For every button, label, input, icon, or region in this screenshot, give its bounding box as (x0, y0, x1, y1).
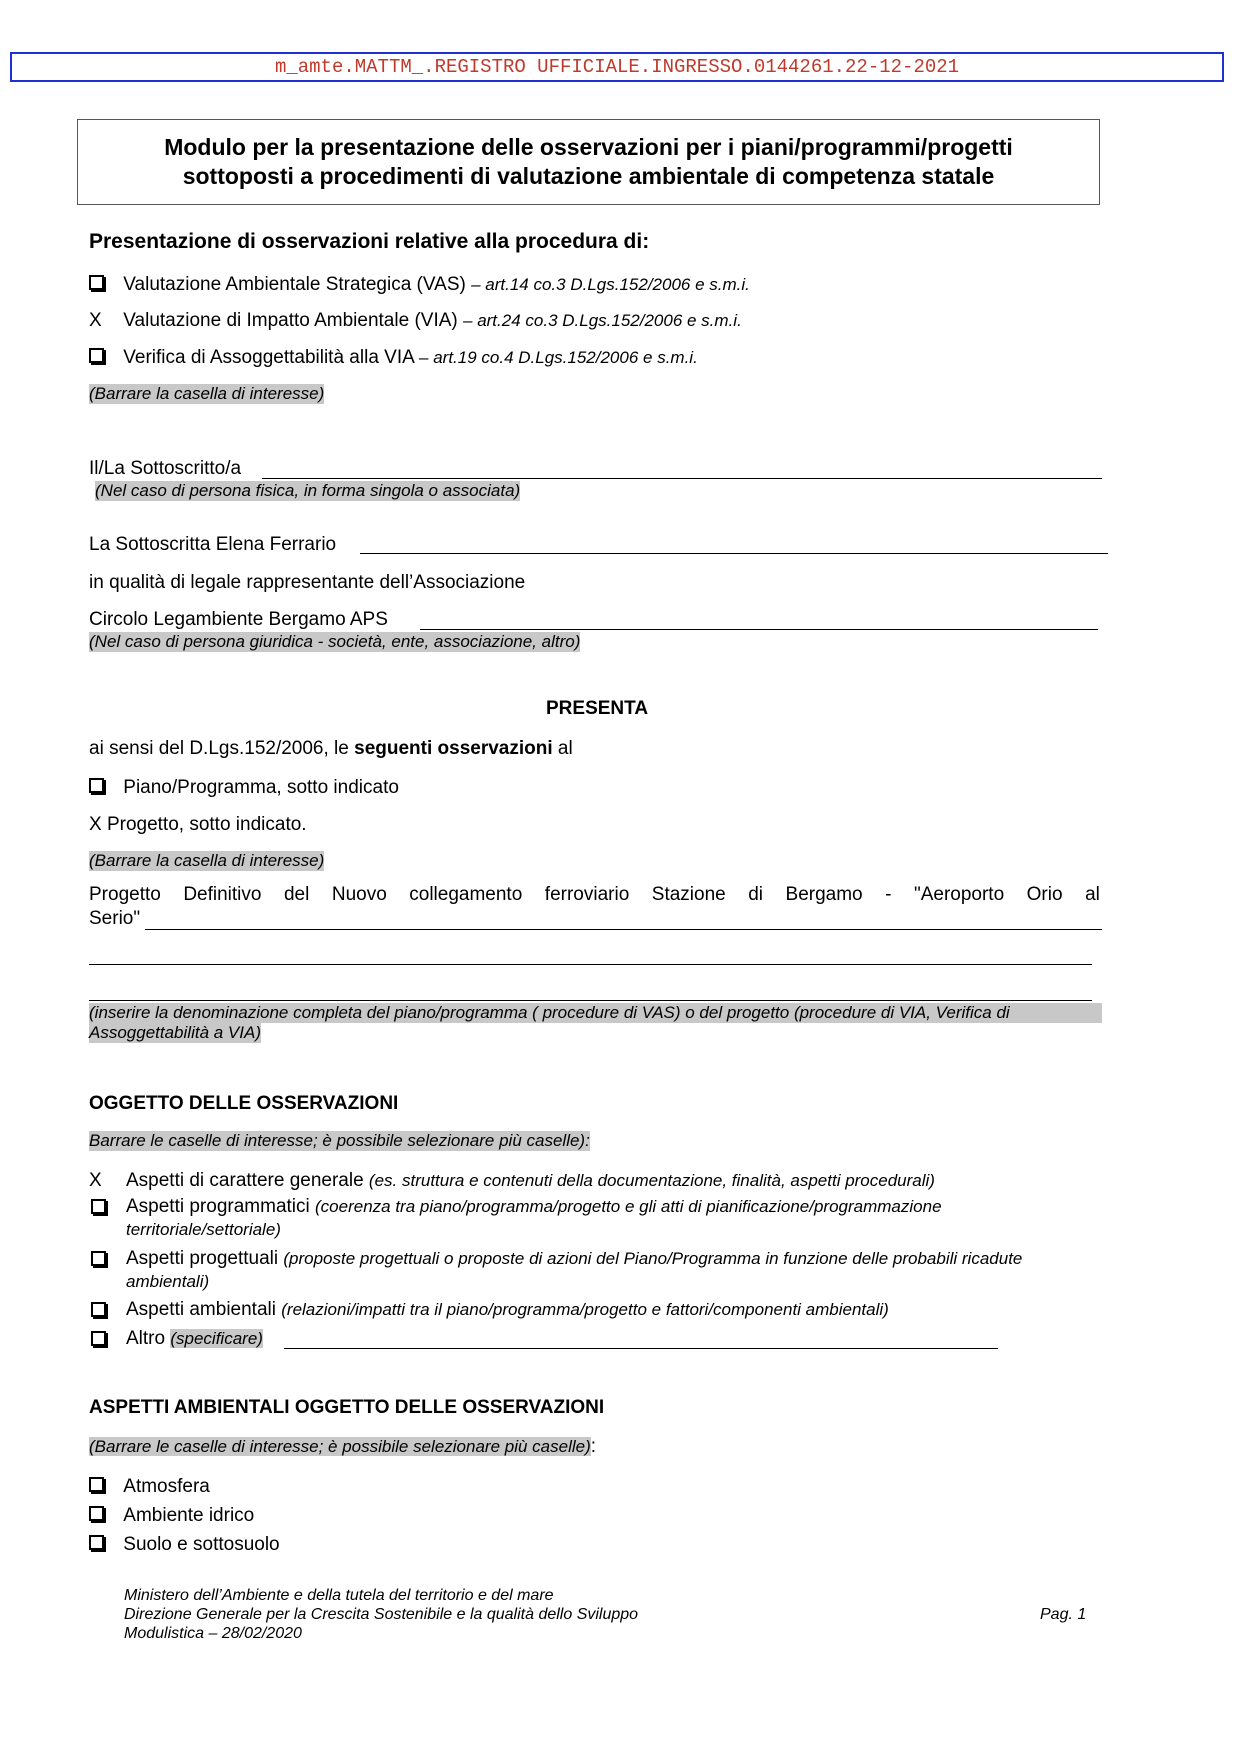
presenta-hint2-line2: Assoggettabilità a VIA) (89, 1023, 261, 1042)
person-label: Il/La Sottoscritto/a (89, 458, 242, 479)
person-name-field[interactable] (262, 478, 1102, 479)
aspetti-heading: ASPETTI AMBIENTALI OGGETTO DELLE OSSERVAZIONI (89, 1397, 605, 1418)
legal-name-field[interactable] (360, 553, 1108, 554)
presenta-intro-bold: seguenti osservazioni (354, 738, 553, 759)
project-word: Bergamo (785, 884, 863, 905)
footer-line3: Modulistica – 28/02/2020 (124, 1625, 302, 1642)
project-word: ferroviario (544, 884, 630, 905)
project-field-line1[interactable] (145, 929, 1102, 930)
aspetti-item-suolo[interactable] (89, 1534, 280, 1556)
altro-specify-field[interactable] (284, 1348, 998, 1349)
procedure-option-verifica-label: Verifica di Assoggettabilità alla VIA (123, 347, 414, 368)
oggetto-hint: Barrare le caselle di interesse; è possibile selezionare più caselle): (89, 1131, 590, 1150)
oggetto-item-ambientali-desc: (relazioni/impatti tra il piano/programma/progetto e fattori/componenti ambientali) (281, 1300, 889, 1319)
oggetto-item-altro (126, 1328, 263, 1350)
project-name-line1 (89, 884, 1100, 906)
footer-block (124, 1586, 638, 1643)
checkbox-altro[interactable] (91, 1332, 106, 1350)
checkbox-suolo[interactable] (89, 1535, 104, 1550)
project-word: "Aeroporto (913, 884, 1005, 905)
procedure-hint: (Barrare la casella di interesse) (89, 384, 325, 403)
oggetto-item-progettuali-desc2: ambientali) (126, 1272, 210, 1291)
form-title-box (77, 119, 1100, 205)
oggetto-item-generale-label: Aspetti di carattere generale (126, 1170, 364, 1191)
project-word: Definitivo (183, 884, 262, 905)
legal-line2: in qualità di legale rappresentante dell’Associazione (89, 572, 526, 593)
oggetto-item-programmatici-desc1: (coerenza tra piano/programma/progetto e gli atti di pianificazione/programmazione (315, 1197, 942, 1216)
checkbox-vas[interactable] (89, 275, 104, 290)
checkbox-atmosfera[interactable] (89, 1477, 104, 1492)
project-word: Orio (1026, 884, 1063, 905)
procedure-option-vas[interactable] (89, 274, 750, 296)
presenta-hint: (Barrare la casella di interesse) (89, 851, 325, 870)
legal-hint: (Nel caso di persona giuridica - società, ente, associazione, altro) (89, 632, 581, 651)
project-field-line2[interactable] (89, 964, 1092, 965)
project-field-line3[interactable] (89, 1000, 1092, 1001)
checkbox-programmatici[interactable] (91, 1200, 106, 1218)
project-word: al (1085, 884, 1100, 905)
oggetto-item-progettuali (126, 1248, 1022, 1270)
option-piano[interactable] (89, 777, 399, 799)
project-word: Nuovo (331, 884, 387, 905)
procedure-option-vas-label: Valutazione Ambientale Strategica (VAS) (123, 274, 466, 295)
aspetti-item-suolo-label: Suolo e sottosuolo (123, 1534, 280, 1555)
oggetto-item-ambientali (126, 1299, 889, 1321)
option-piano-label: Piano/Programma, sotto indicato (123, 777, 399, 798)
project-word: - (885, 884, 892, 905)
oggetto-item-progettuali-desc1: (proposte progettuali o proposte di azioni del Piano/Programma in funzione delle probabili ricadute (283, 1249, 1023, 1268)
checkbox-progettuali[interactable] (91, 1252, 106, 1270)
procedure-option-via[interactable] (89, 310, 742, 332)
project-word: Stazione (651, 884, 726, 905)
project-word: del (283, 884, 310, 905)
procedure-option-verifica[interactable] (89, 347, 698, 369)
aspetti-hint-row (89, 1436, 596, 1458)
project-name-line2: Serio" (89, 908, 141, 929)
legal-line1: La Sottoscritta Elena Ferrario (89, 534, 337, 555)
aspetti-hint: (Barrare le caselle di interesse; è possibile selezionare più caselle) (89, 1437, 591, 1456)
aspetti-item-idrico[interactable] (89, 1505, 254, 1527)
oggetto-item-generale-desc: (es. struttura e contenuti della documentazione, finalità, aspetti procedurali) (368, 1171, 935, 1190)
legal-line3: Circolo Legambiente Bergamo APS (89, 609, 388, 630)
checkbox-generale-mark[interactable]: X (89, 1170, 102, 1191)
checkbox-idrico[interactable] (89, 1506, 104, 1521)
presenta-hint2-line1: (inserire la denominazione completa del piano/programma ( procedure di VAS) o del progetto (procedure di VIA, Verifica di (89, 1003, 1102, 1023)
aspetti-hint-colon: : (590, 1436, 597, 1457)
oggetto-item-progettuali-label: Aspetti progettuali (126, 1248, 279, 1269)
project-word: Progetto (89, 884, 161, 905)
oggetto-heading: OGGETTO DELLE OSSERVAZIONI (89, 1093, 399, 1114)
project-word: di (748, 884, 764, 905)
page-number: Pag. 1 (1040, 1606, 1087, 1623)
footer-line1: Ministero dell’Ambiente e della tutela del territorio e del mare (124, 1587, 554, 1604)
oggetto-item-programmatici (126, 1196, 942, 1218)
checkbox-piano[interactable] (89, 778, 104, 793)
presenta-intro-pre: ai sensi del D.Lgs.152/2006, le (89, 738, 355, 759)
aspetti-item-idrico-label: Ambiente idrico (123, 1505, 255, 1526)
oggetto-item-altro-hint: (specificare) (170, 1329, 263, 1348)
oggetto-item-programmatici-label: Aspetti programmatici (126, 1196, 310, 1217)
procedure-option-via-ref: – art.24 co.3 D.Lgs.152/2006 e s.m.i. (463, 311, 742, 330)
oggetto-item-ambientali-label: Aspetti ambientali (126, 1299, 276, 1320)
form-title-line2: sottoposti a procedimenti di valutazione ambientale di competenza statale (182, 163, 995, 189)
oggetto-item-programmatici-desc2: territoriale/settoriale) (126, 1220, 281, 1239)
checkbox-via-mark[interactable]: X (89, 310, 102, 331)
procedure-option-vas-ref: – art.14 co.3 D.Lgs.152/2006 e s.m.i. (471, 275, 750, 294)
legal-entity-field[interactable] (420, 629, 1098, 630)
procedure-heading: Presentazione di osservazioni relative alla procedura di: (89, 230, 650, 253)
presenta-intro (89, 738, 573, 760)
footer-line2: Direzione Generale per la Crescita Sostenibile e la qualità dello Sviluppo (124, 1606, 639, 1623)
checkbox-verifica[interactable] (89, 348, 104, 363)
procedure-option-verifica-ref: – art.19 co.4 D.Lgs.152/2006 e s.m.i. (419, 348, 698, 367)
checkbox-ambientali[interactable] (91, 1303, 106, 1321)
option-progetto[interactable]: X Progetto, sotto indicato. (89, 814, 307, 835)
aspetti-item-atmosfera[interactable] (89, 1476, 210, 1498)
registry-stamp: m_amte.MATTM_.REGISTRO UFFICIALE.INGRESSO.0144261.22-12-2021 (10, 52, 1224, 82)
oggetto-item-altro-label: Altro (126, 1328, 166, 1349)
presenta-heading: PRESENTA (546, 698, 649, 719)
oggetto-item-generale[interactable] (89, 1170, 935, 1192)
project-word: collegamento (409, 884, 523, 905)
person-hint: (Nel caso di persona fisica, in forma singola o associata) (95, 481, 521, 500)
form-title-line1: Modulo per la presentazione delle osservazioni per i piani/programmi/progetti (164, 134, 1013, 160)
procedure-option-via-label: Valutazione di Impatto Ambientale (VIA) (123, 310, 458, 331)
aspetti-item-atmosfera-label: Atmosfera (123, 1476, 210, 1497)
presenta-intro-post: al (552, 738, 573, 759)
